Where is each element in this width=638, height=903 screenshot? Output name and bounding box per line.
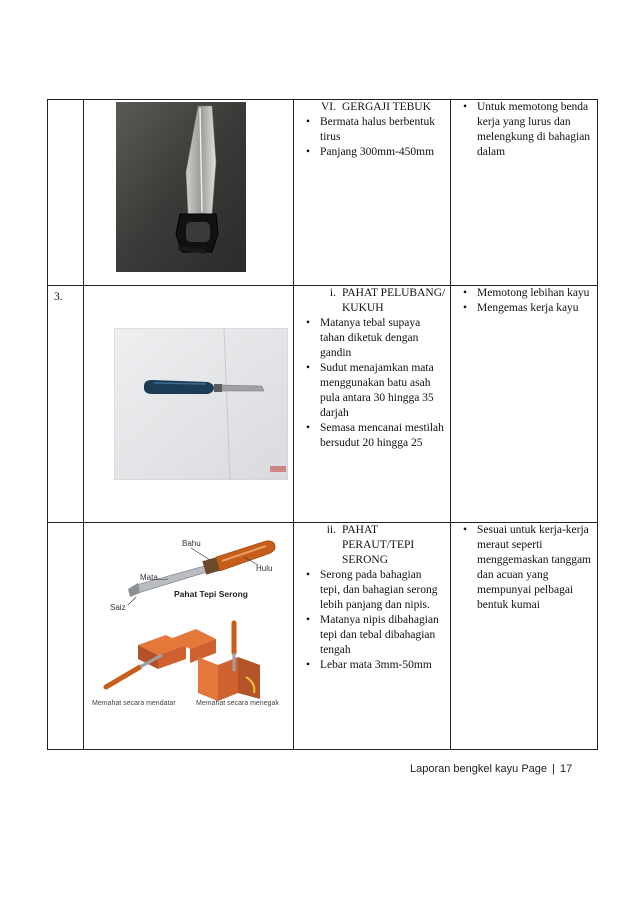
table-row	[48, 100, 598, 286]
bullet-icon: •	[305, 422, 310, 434]
tool-heading	[294, 523, 450, 568]
tool-name: PAHAT PELUBANG/KUKUH	[342, 287, 446, 314]
row-number	[48, 100, 84, 286]
saw-photo	[116, 102, 246, 272]
list-item: • Serong pada bahagian tepi, dan bahagian serong lebih panjang dan nipis.	[294, 568, 450, 613]
description-cell	[294, 523, 451, 750]
table-row	[48, 286, 598, 523]
list-item: • Lebar mata 3mm-50mm	[294, 658, 450, 673]
usage-cell	[451, 523, 598, 750]
list-item: • Matanya nipis dibahagian tepi dan tebal dibahagian tengah	[294, 613, 450, 658]
list-item: • Semasa mencanai mestilah bersudut 20 hingga 25	[294, 421, 450, 451]
description-cell	[294, 286, 451, 523]
tool-numeral: VI.	[320, 101, 336, 113]
bullet-icon: •	[462, 287, 467, 299]
bullet-icon: •	[462, 101, 467, 113]
bullet-icon: •	[305, 362, 310, 374]
bullet-icon: •	[305, 614, 310, 626]
list-item: • Panjang 300mm-450mm	[294, 145, 450, 160]
footer-page-word: Page	[521, 763, 548, 775]
page-footer	[410, 763, 572, 775]
tools-table	[47, 99, 598, 750]
bullet-icon: •	[462, 302, 467, 314]
tool-image-cell	[84, 286, 294, 523]
bullet-icon: •	[305, 317, 310, 329]
row-number	[48, 523, 84, 750]
list-item: • Bermata halus berbentuk tirus	[294, 115, 450, 145]
tool-image-cell	[84, 523, 294, 750]
bullet-icon: •	[305, 569, 310, 581]
tool-heading	[294, 286, 450, 316]
tool-numeral: ii.	[326, 524, 336, 536]
list-item: • Mengemas kerja kayu	[451, 301, 597, 316]
tool-image-cell	[84, 100, 294, 286]
list-item: • Matanya tebal supaya tahan diketuk dengan gandin	[294, 316, 450, 361]
list-item: • Memotong lebihan kayu	[451, 286, 597, 301]
footer-separator: |	[552, 763, 555, 775]
caption-vertical: Memahat secara menegak	[196, 700, 279, 707]
bullet-icon: •	[305, 659, 310, 671]
chisel-diagram	[88, 527, 288, 727]
description-cell	[294, 100, 451, 286]
usage-cell	[451, 100, 598, 286]
row-number: 3.	[48, 286, 84, 523]
caption-horizontal: Memahat secara mendatar	[92, 700, 176, 707]
tool-name: PAHAT PERAUT/TEPI SERONG	[342, 524, 415, 566]
bullet-icon: •	[305, 146, 310, 158]
tool-numeral: i.	[329, 287, 336, 299]
table-row	[48, 523, 598, 750]
label-hulu: Hulu	[256, 564, 273, 573]
diagram-title: Pahat Tepi Serong	[174, 589, 248, 599]
list-item: • Sudut menajamkan mata menggunakan batu asah pula antara 30 hingga 35 darjah	[294, 361, 450, 421]
label-bahu: Bahu	[182, 539, 201, 548]
list-item: • Untuk memotong benda kerja yang lurus dan melengkung di bahagian dalam	[451, 100, 597, 160]
chisel-photo	[114, 328, 288, 480]
list-item: • Sesuai untuk kerja-kerja meraut seperti menggemaskan tanggam dan acuan yang mempunyai pelbagai bentuk kumai	[451, 523, 597, 613]
page-number: 17	[560, 763, 573, 775]
tool-heading	[294, 100, 450, 115]
label-mata: Mata	[140, 573, 158, 582]
tool-name: GERGAJI TEBUK	[342, 101, 431, 113]
footer-title: Laporan bengkel kayu	[410, 763, 519, 775]
usage-cell	[451, 286, 598, 523]
bullet-icon: •	[305, 116, 310, 128]
bullet-icon: •	[462, 524, 467, 536]
label-saiz: Saiz	[110, 603, 126, 612]
